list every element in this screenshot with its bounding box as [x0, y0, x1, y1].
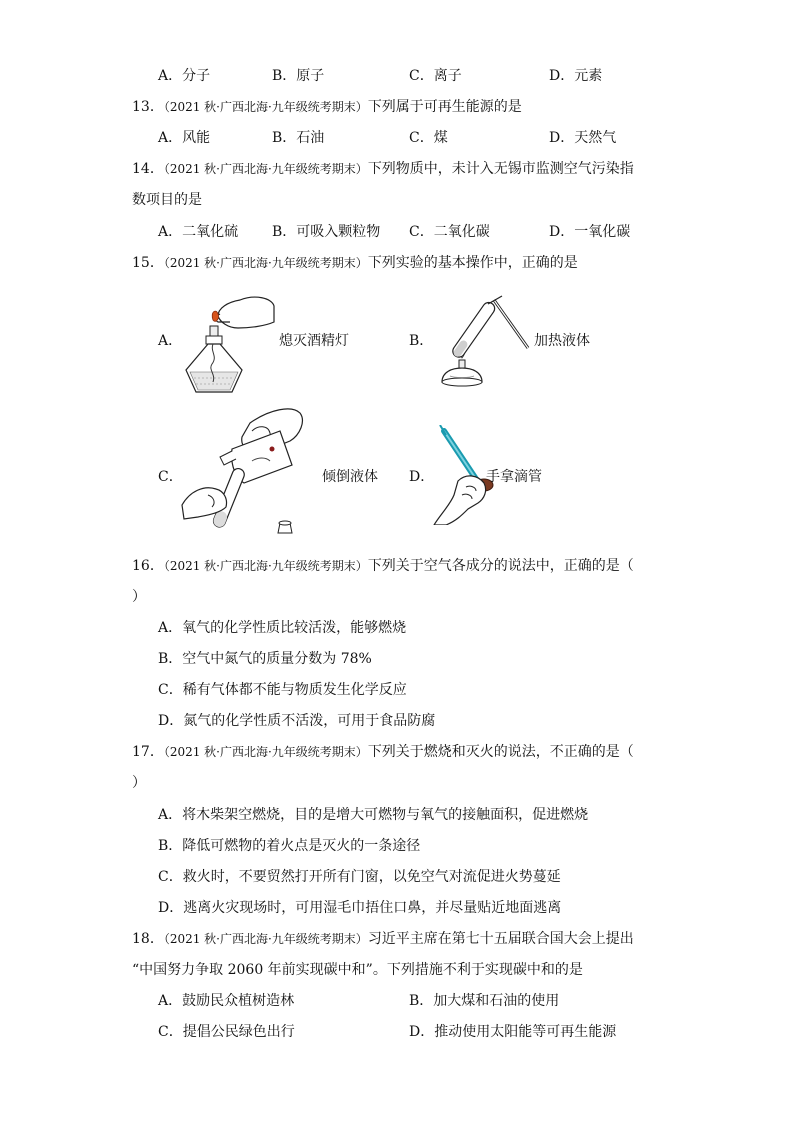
alcohol-lamp-blowing-illustration: [180, 292, 275, 402]
q15-label-b: B．: [409, 333, 434, 349]
q13-option-a: A．风能: [158, 130, 211, 146]
q17-option-a: A．将木柴架空燃烧，目的是增大可燃物与氧气的接触面积，促进燃烧: [158, 807, 589, 823]
q12-option-b: B．原子: [272, 68, 325, 84]
q14-stem: [132, 160, 634, 178]
pouring-liquid-illustration: [180, 405, 320, 535]
q17-closing-paren: ）: [132, 775, 146, 791]
q17-stem: [132, 743, 634, 761]
q15-caption-a: 熄灭酒精灯: [279, 333, 349, 349]
q17-option-b: B．降低可燃物的着火点是灭火的一条途径: [158, 838, 421, 854]
q13-number: 13．: [132, 99, 164, 115]
q13-stem: [132, 98, 522, 116]
q17-option-d: D．逃离火灾现场时，可用湿毛巾捂住口鼻，并尽量贴近地面逃离: [158, 900, 562, 916]
q15-caption-b: 加热液体: [534, 333, 590, 349]
q14-option-a: A．二氧化硫: [158, 224, 239, 240]
q16-number: 16．: [132, 558, 164, 574]
q14-source: （2021 秋·广西北海·九年级统考期末）: [163, 162, 368, 176]
q14-number: 14．: [132, 161, 164, 177]
q15-number: 15．: [132, 255, 164, 271]
q18-source: （2021 秋·广西北海·九年级统考期末）: [163, 932, 368, 946]
q12-option-d: D．元素: [549, 68, 603, 84]
q18-text: 习近平主席在第七十五届联合国大会上提出: [367, 931, 634, 947]
q16-option-d: D．氮气的化学性质不活泼，可用于食品防腐: [158, 713, 436, 729]
q16-stem: [132, 557, 634, 575]
q16-option-a: A．氧气的化学性质比较活泼，能够燃烧: [158, 620, 407, 636]
q15-label-a: A．: [158, 333, 183, 349]
q15-source: （2021 秋·广西北海·九年级统考期末）: [163, 256, 368, 270]
q18-option-b: B．加大煤和石油的使用: [409, 993, 560, 1009]
q18-option-a: A．鼓励民众植树造林: [158, 993, 295, 1009]
q14-option-b: B．可吸入颗粒物: [272, 224, 381, 240]
q17-source: （2021 秋·广西北海·九年级统考期末）: [163, 745, 368, 759]
heating-liquid-illustration: [432, 292, 532, 392]
q18-number: 18．: [132, 931, 164, 947]
q13-text: 下列属于可再生能源的是: [367, 99, 522, 115]
q18-stem: [132, 930, 634, 948]
q15-text: 下列实验的基本操作中，正确的是: [367, 255, 578, 271]
q16-text: 下列关于空气各成分的说法中，正确的是（: [367, 558, 634, 574]
q17-number: 17．: [132, 744, 164, 760]
q16-option-c: C．稀有气体都不能与物质发生化学反应: [158, 682, 407, 698]
q15-caption-d: 手拿滴管: [486, 469, 542, 485]
q18-stem-continued: “中国努力争取 2060 年前实现碳中和”。下列措施不利于实现碳中和的是: [132, 962, 583, 978]
q13-option-c: C．煤: [409, 130, 448, 146]
q16-option-b: B．空气中氮气的质量分数为 78%: [158, 651, 372, 667]
q14-stem-continued: 数项目的是: [132, 192, 202, 208]
q13-source: （2021 秋·广西北海·九年级统考期末）: [163, 100, 368, 114]
q18-option-d: D．推动使用太阳能等可再生能源: [409, 1024, 617, 1040]
q15-caption-c: 倾倒液体: [322, 469, 378, 485]
q17-text: 下列关于燃烧和灭火的说法，不正确的是（: [367, 744, 634, 760]
q13-option-d: D．天然气: [549, 130, 617, 146]
q15-label-d: D．: [409, 469, 435, 485]
q14-option-d: D．一氧化碳: [549, 224, 631, 240]
q17-option-c: C．救火时，不要贸然打开所有门窗，以免空气对流促进火势蔓延: [158, 869, 561, 885]
q12-option-a: A．分子: [158, 68, 211, 84]
q16-closing-paren: ）: [132, 589, 146, 605]
q12-option-c: C．离子: [409, 68, 462, 84]
q14-option-c: C．二氧化碳: [409, 224, 490, 240]
q13-option-b: B．石油: [272, 130, 325, 146]
q18-option-c: C．提倡公民绿色出行: [158, 1024, 295, 1040]
q15-label-c: C．: [158, 469, 183, 485]
q15-stem: [132, 254, 578, 272]
q16-source: （2021 秋·广西北海·九年级统考期末）: [163, 559, 368, 573]
q14-text: 下列物质中，未计入无锡市监测空气污染指: [367, 161, 634, 177]
